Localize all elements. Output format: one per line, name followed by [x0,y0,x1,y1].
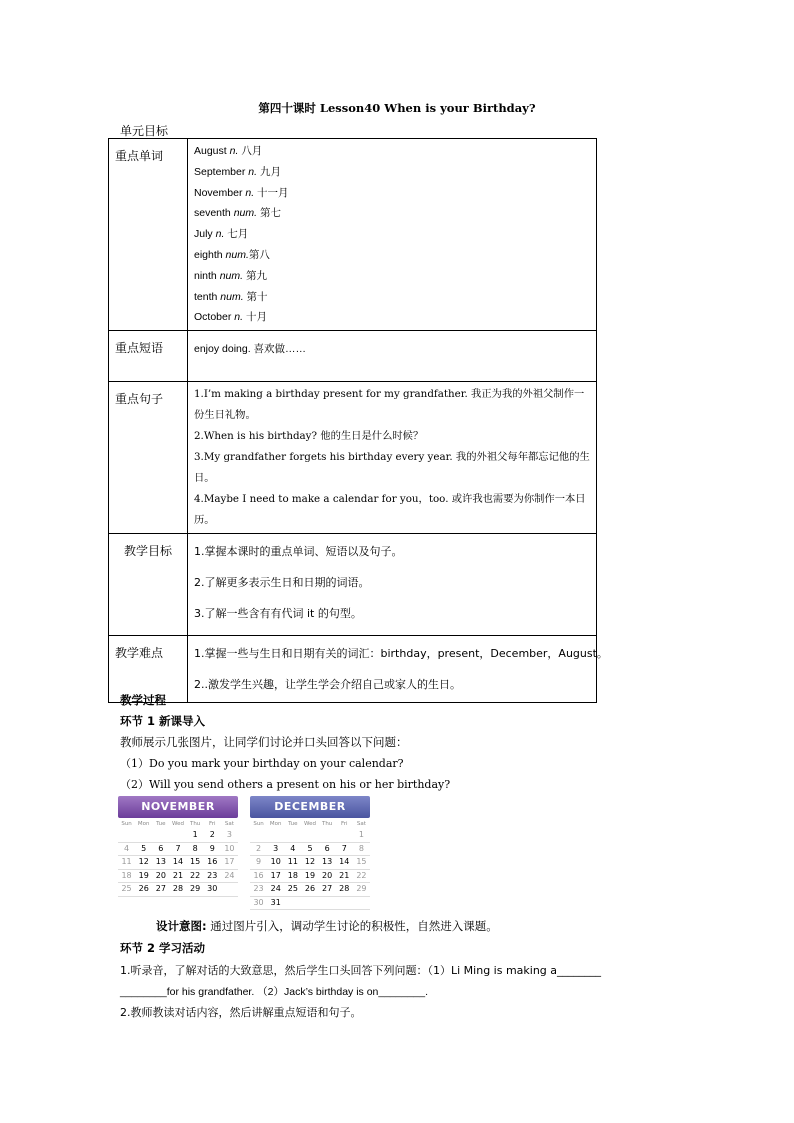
objective-item: 3.了解一些含有有代词 it 的句型。 [194,607,362,621]
word-item: eighth num.第八 [194,248,270,261]
key-phrases-list [188,331,597,382]
calendar-day: 30 [250,897,267,911]
unit-goal-label: 单元目标 [120,124,169,138]
calendar-day [284,897,301,911]
lesson-title: 第四十课时 Lesson40 When is your Birthday? [258,101,536,115]
calendar-day: 12 [135,856,152,870]
calendar-day: 11 [118,856,135,870]
calendar-day: 10 [267,856,284,870]
activity-1-continued: ________for his grandfather. （2）Jack’s birthday is on________. [120,986,429,998]
calendar-day: 28 [169,883,186,897]
weekday-label: Tue [156,821,166,827]
calendar-day: 18 [118,870,135,884]
sentence-item: 3.My grandfather forgets his birthday every year. 我的外祖父每年都忘记他的生日。 [194,451,590,485]
calendar-day [267,829,284,843]
calendar-day: 15 [187,856,204,870]
calendar-day [301,897,318,911]
calendar-day: 10 [221,843,238,857]
weekday-label: Mon [137,821,150,827]
calendar-day: 2 [204,829,221,843]
word-item: October n. 十月 [194,311,267,324]
weekday-label: Tue [288,821,298,827]
process-section [120,690,690,795]
calendar-day: 14 [336,856,353,870]
weekday-label: Wed [303,821,316,827]
calendar-weekdays [250,820,370,829]
design-intent-label: 设计意图: [156,919,207,933]
weekday-label: Sat [224,821,234,827]
weekday-label: Fri [208,821,216,827]
calendar-day: 17 [221,856,238,870]
activity-2: 2.教师教读对话内容，然后讲解重点短语和句子。 [120,1006,362,1019]
calendar-day [336,829,353,843]
calendar-day: 11 [284,856,301,870]
question-1: （1）Do you mark your birthday on your calendar? [120,757,404,770]
calendar-day: 24 [267,883,284,897]
calendar-day: 3 [267,843,284,857]
calendar-day [118,829,135,843]
key-sentences-label: 重点句子 [109,382,188,534]
calendar-day [221,883,238,897]
calendar-day: 9 [250,856,267,870]
calendar-days [118,829,238,897]
objectives-list [188,534,597,636]
calendar-day: 26 [135,883,152,897]
objectives-row [109,534,597,636]
calendar-day: 30 [204,883,221,897]
calendar-day [319,897,336,911]
calendar-day: 5 [301,843,318,857]
key-words-label: 重点单词 [109,139,188,331]
calendar-day: 3 [221,829,238,843]
sentence-item: 1.I’m making a birthday present for my grandfather. 我正为我的外祖父制作一份生日礼物。 [194,388,585,422]
key-phrases-row [109,331,597,382]
weekday-label: Fri [340,821,348,827]
word-item: ninth num. 第九 [194,269,267,282]
calendar-day: 6 [152,843,169,857]
calendar-day: 19 [135,870,152,884]
calendar-day: 23 [250,883,267,897]
key-words-row [109,139,597,331]
key-words-list [188,139,597,331]
calendar-day: 24 [221,870,238,884]
calendar-month: DECEMBER [250,796,370,818]
calendar-day: 29 [353,883,370,897]
calendar-day: 15 [353,856,370,870]
calendar-day [169,829,186,843]
november-calendar [118,796,238,897]
calendar-day: 27 [152,883,169,897]
difficulty-item: 2..激发学生兴趣，让学生学会介绍自己或家人的生日。 [194,678,461,692]
calendar-day: 20 [319,870,336,884]
calendar-day: 2 [250,843,267,857]
objectives-label: 教学目标 [109,534,188,636]
calendar-day: 13 [319,856,336,870]
goals-table [108,138,608,703]
calendar-day: 13 [152,856,169,870]
calendar-day: 25 [118,883,135,897]
difficulty-item: 1.掌握一些与生日和日期有关的词汇：birthday，present，December，August。 [194,647,608,661]
key-phrases-label: 重点短语 [109,331,188,382]
calendar-day [336,897,353,911]
calendar-day: 22 [187,870,204,884]
calendar-day: 27 [319,883,336,897]
word-item: tenth num. 第十 [194,290,268,303]
calendar-day: 4 [284,843,301,857]
word-item: November n. 十一月 [194,186,289,199]
calendar-day: 17 [267,870,284,884]
design-intent-text: 通过图片引入，调动学生讨论的积极性，自然进入课题。 [210,919,498,933]
calendar-day: 1 [353,829,370,843]
calendar-day: 14 [169,856,186,870]
calendar-day [135,829,152,843]
calendar-day [152,829,169,843]
calendar-day: 19 [301,870,318,884]
design-intent [156,918,498,934]
calendar-day [301,829,318,843]
calendar-day: 31 [267,897,284,911]
weekday-label: Thu [321,821,333,827]
calendar-day: 7 [169,843,186,857]
word-item: August n. 八月 [194,145,263,157]
calendar-day: 26 [301,883,318,897]
calendar-days [250,829,370,910]
december-calendar [250,796,370,910]
section2-heading: 环节 2 学习活动 [120,941,206,955]
calendar-day: 22 [353,870,370,884]
process-heading: 教学过程 [120,693,166,707]
calendar-day: 23 [204,870,221,884]
word-item: July n. 七月 [194,228,249,241]
calendar-day: 25 [284,883,301,897]
question-2: （2）Will you send others a present on his or her birthday? [120,778,451,791]
section1-heading: 环节 1 新课导入 [120,714,206,728]
calendar-day: 21 [336,870,353,884]
sentence-item: 2.When is his birthday? 他的生日是什么时候？ [194,430,424,443]
key-sentences-list [188,382,597,534]
calendar-day: 8 [187,843,204,857]
activity-1: 1.听录音，了解对话的大致意思，然后学生口头回答下列问题：（1）Li Ming is making a________ [120,964,602,977]
calendar-day: 16 [204,856,221,870]
calendar-day [353,897,370,911]
difficulties-label: 教学难点 [109,636,188,703]
phrase-item: enjoy doing. 喜欢做…… [194,343,307,356]
calendar-day: 18 [284,870,301,884]
calendar-day: 5 [135,843,152,857]
intro-text: 教师展示几张图片，让同学们讨论并口头回答以下问题： [120,735,408,749]
weekday-label: Sat [356,821,366,827]
objective-item: 2.了解更多表示生日和日期的词语。 [194,576,370,590]
calendar-images [118,796,378,906]
calendar-day: 20 [152,870,169,884]
weekday-label: Sun [253,821,264,827]
calendar-day [284,829,301,843]
weekday-label: Sun [121,821,132,827]
calendar-day: 16 [250,870,267,884]
calendar-day: 7 [336,843,353,857]
calendar-day: 29 [187,883,204,897]
calendar-day [319,829,336,843]
calendar-day: 12 [301,856,318,870]
weekday-label: Thu [189,821,201,827]
calendar-day: 6 [319,843,336,857]
word-item: September n. 九月 [194,165,281,178]
calendar-weekdays [118,820,238,829]
calendar-day: 8 [353,843,370,857]
sentence-item: 4.Maybe I need to make a calendar for you，too. 或许我也需要为你制作一本日历。 [194,493,586,527]
weekday-label: Mon [269,821,282,827]
calendar-day: 28 [336,883,353,897]
key-sentences-row [109,382,597,534]
calendar-day: 1 [187,829,204,843]
objective-item: 1.掌握本课时的重点单词、短语以及句子。 [194,545,403,559]
calendar-day: 4 [118,843,135,857]
calendar-day [250,829,267,843]
calendar-month: NOVEMBER [118,796,238,818]
word-item: seventh num. 第七 [194,207,281,220]
calendar-day: 21 [169,870,186,884]
calendar-day: 9 [204,843,221,857]
weekday-label: Wed [171,821,184,827]
